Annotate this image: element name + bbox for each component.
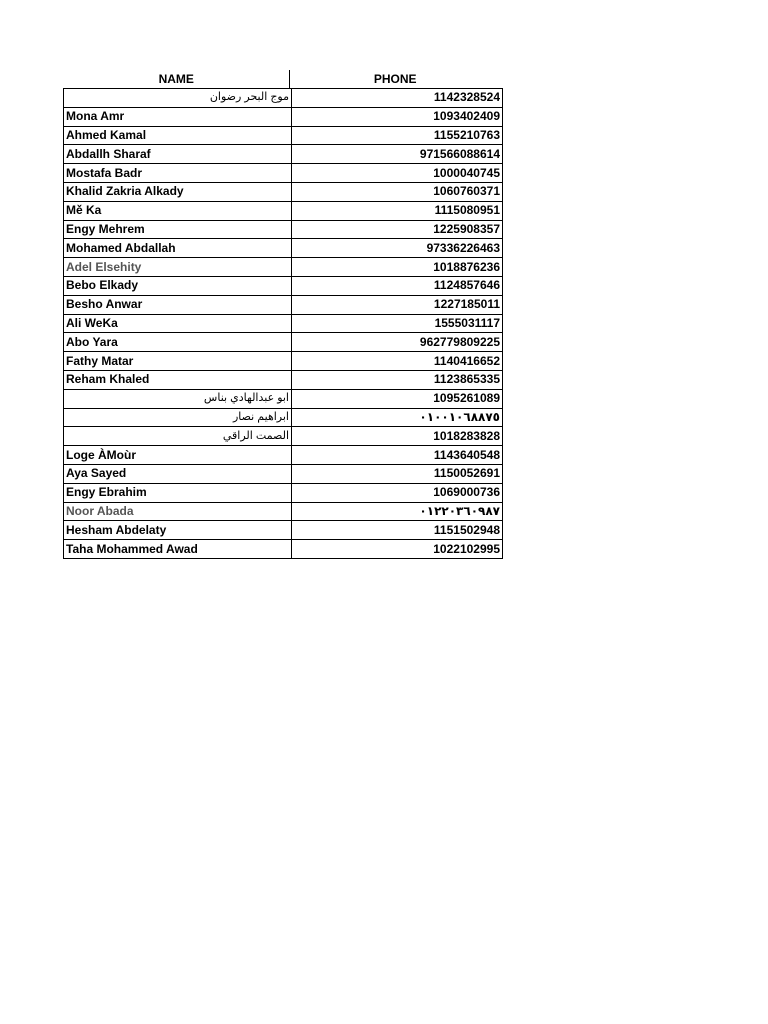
- contact-name-cell: Hesham Abdelaty: [64, 521, 292, 540]
- contact-name-cell: Loge ÀMoùr: [64, 446, 292, 465]
- table-row: [64, 107, 503, 126]
- contact-phone-cell: 1060760371: [292, 182, 503, 201]
- table-row: [64, 89, 503, 108]
- contact-phone-cell: 1022102995: [292, 540, 503, 559]
- contact-name-cell: Noor Abada: [64, 502, 292, 521]
- table-row: [64, 446, 503, 465]
- contact-phone-cell: 97336226463: [292, 239, 503, 258]
- contact-phone-cell: 1018283828: [292, 427, 503, 446]
- contact-phone-cell: 1225908357: [292, 220, 503, 239]
- name-column-header: NAME: [158, 72, 194, 86]
- table-row: [64, 295, 503, 314]
- table-row: [64, 502, 503, 521]
- contact-phone-cell: 1142328524: [292, 89, 503, 108]
- table-row: [64, 521, 503, 540]
- contact-phone-cell: ٠١٠٠١٠٦٨٨٧٥: [292, 408, 503, 427]
- contact-name-cell: موج البحر رضوان: [64, 89, 292, 108]
- contact-phone-cell: 1000040745: [292, 164, 503, 183]
- contact-phone-cell: 1095261089: [292, 389, 503, 408]
- contact-name-cell: Engy Mehrem: [64, 220, 292, 239]
- header-row: [63, 70, 500, 88]
- table-row: [64, 258, 503, 277]
- table-row: [64, 201, 503, 220]
- table-row: [64, 389, 503, 408]
- table-row: [64, 182, 503, 201]
- contact-phone-cell: 1150052691: [292, 464, 503, 483]
- contact-name-cell: Mona Amr: [64, 107, 292, 126]
- table-row: [64, 220, 503, 239]
- contact-phone-cell: 962779809225: [292, 333, 503, 352]
- contact-phone-cell: 1155210763: [292, 126, 503, 145]
- contact-phone-cell: 1143640548: [292, 446, 503, 465]
- contact-name-cell: Adel Elsehity: [64, 258, 292, 277]
- contact-phone-cell: 1069000736: [292, 483, 503, 502]
- phone-column-header: PHONE: [289, 70, 500, 88]
- contact-phone-cell: ٠١٢٢٠٣٦٠٩٨٧: [292, 502, 503, 521]
- contact-phone-cell: 1151502948: [292, 521, 503, 540]
- contacts-table: [63, 88, 503, 559]
- table-row: [64, 540, 503, 559]
- table-row: [64, 276, 503, 295]
- contact-phone-cell: 1124857646: [292, 276, 503, 295]
- contact-name-cell: Taha Mohammed Awad: [64, 540, 292, 559]
- table-row: [64, 126, 503, 145]
- table-row: [64, 145, 503, 164]
- table-row: [64, 464, 503, 483]
- table-row: [64, 427, 503, 446]
- table-row: [64, 408, 503, 427]
- contact-phone-cell: 1093402409: [292, 107, 503, 126]
- table-row: [64, 352, 503, 371]
- contact-name-cell: Mostafa Badr: [64, 164, 292, 183]
- table-row: [64, 333, 503, 352]
- table-row: [64, 483, 503, 502]
- contact-name-cell: Aya Sayed: [64, 464, 292, 483]
- contact-name-cell: ابراهيم نصار: [64, 408, 292, 427]
- contact-phone-cell: 1555031117: [292, 314, 503, 333]
- contact-name-cell: Engy Ebrahim: [64, 483, 292, 502]
- contact-name-cell: Ahmed Kamal: [64, 126, 292, 145]
- contact-name-cell: Abdallh Sharaf: [64, 145, 292, 164]
- contact-name-cell: Mohamed Abdallah: [64, 239, 292, 258]
- contact-phone-cell: 1123865335: [292, 370, 503, 389]
- table-row: [64, 314, 503, 333]
- contacts-sheet: [63, 70, 500, 559]
- contact-name-cell: Fathy Matar: [64, 352, 292, 371]
- table-row: [64, 164, 503, 183]
- contact-phone-cell: 1018876236: [292, 258, 503, 277]
- contact-phone-cell: 1140416652: [292, 352, 503, 371]
- contact-name-cell: Besho Anwar: [64, 295, 292, 314]
- contact-name-cell: الصمت الراقي: [64, 427, 292, 446]
- contact-name-cell: Khalid Zakria Alkady: [64, 182, 292, 201]
- table-row: [64, 370, 503, 389]
- contact-name-cell: Abo Yara: [64, 333, 292, 352]
- contact-phone-cell: 1227185011: [292, 295, 503, 314]
- contacts-table-body: [64, 89, 503, 559]
- contact-name-cell: ابو عبدالهادي بناس: [64, 389, 292, 408]
- contact-name-cell: Ali WeKa: [64, 314, 292, 333]
- table-row: [64, 239, 503, 258]
- contact-name-cell: Mě Ka: [64, 201, 292, 220]
- contact-phone-cell: 971566088614: [292, 145, 503, 164]
- contact-phone-cell: 1115080951: [292, 201, 503, 220]
- contact-name-cell: Bebo Elkady: [64, 276, 292, 295]
- contact-name-cell: Reham Khaled: [64, 370, 292, 389]
